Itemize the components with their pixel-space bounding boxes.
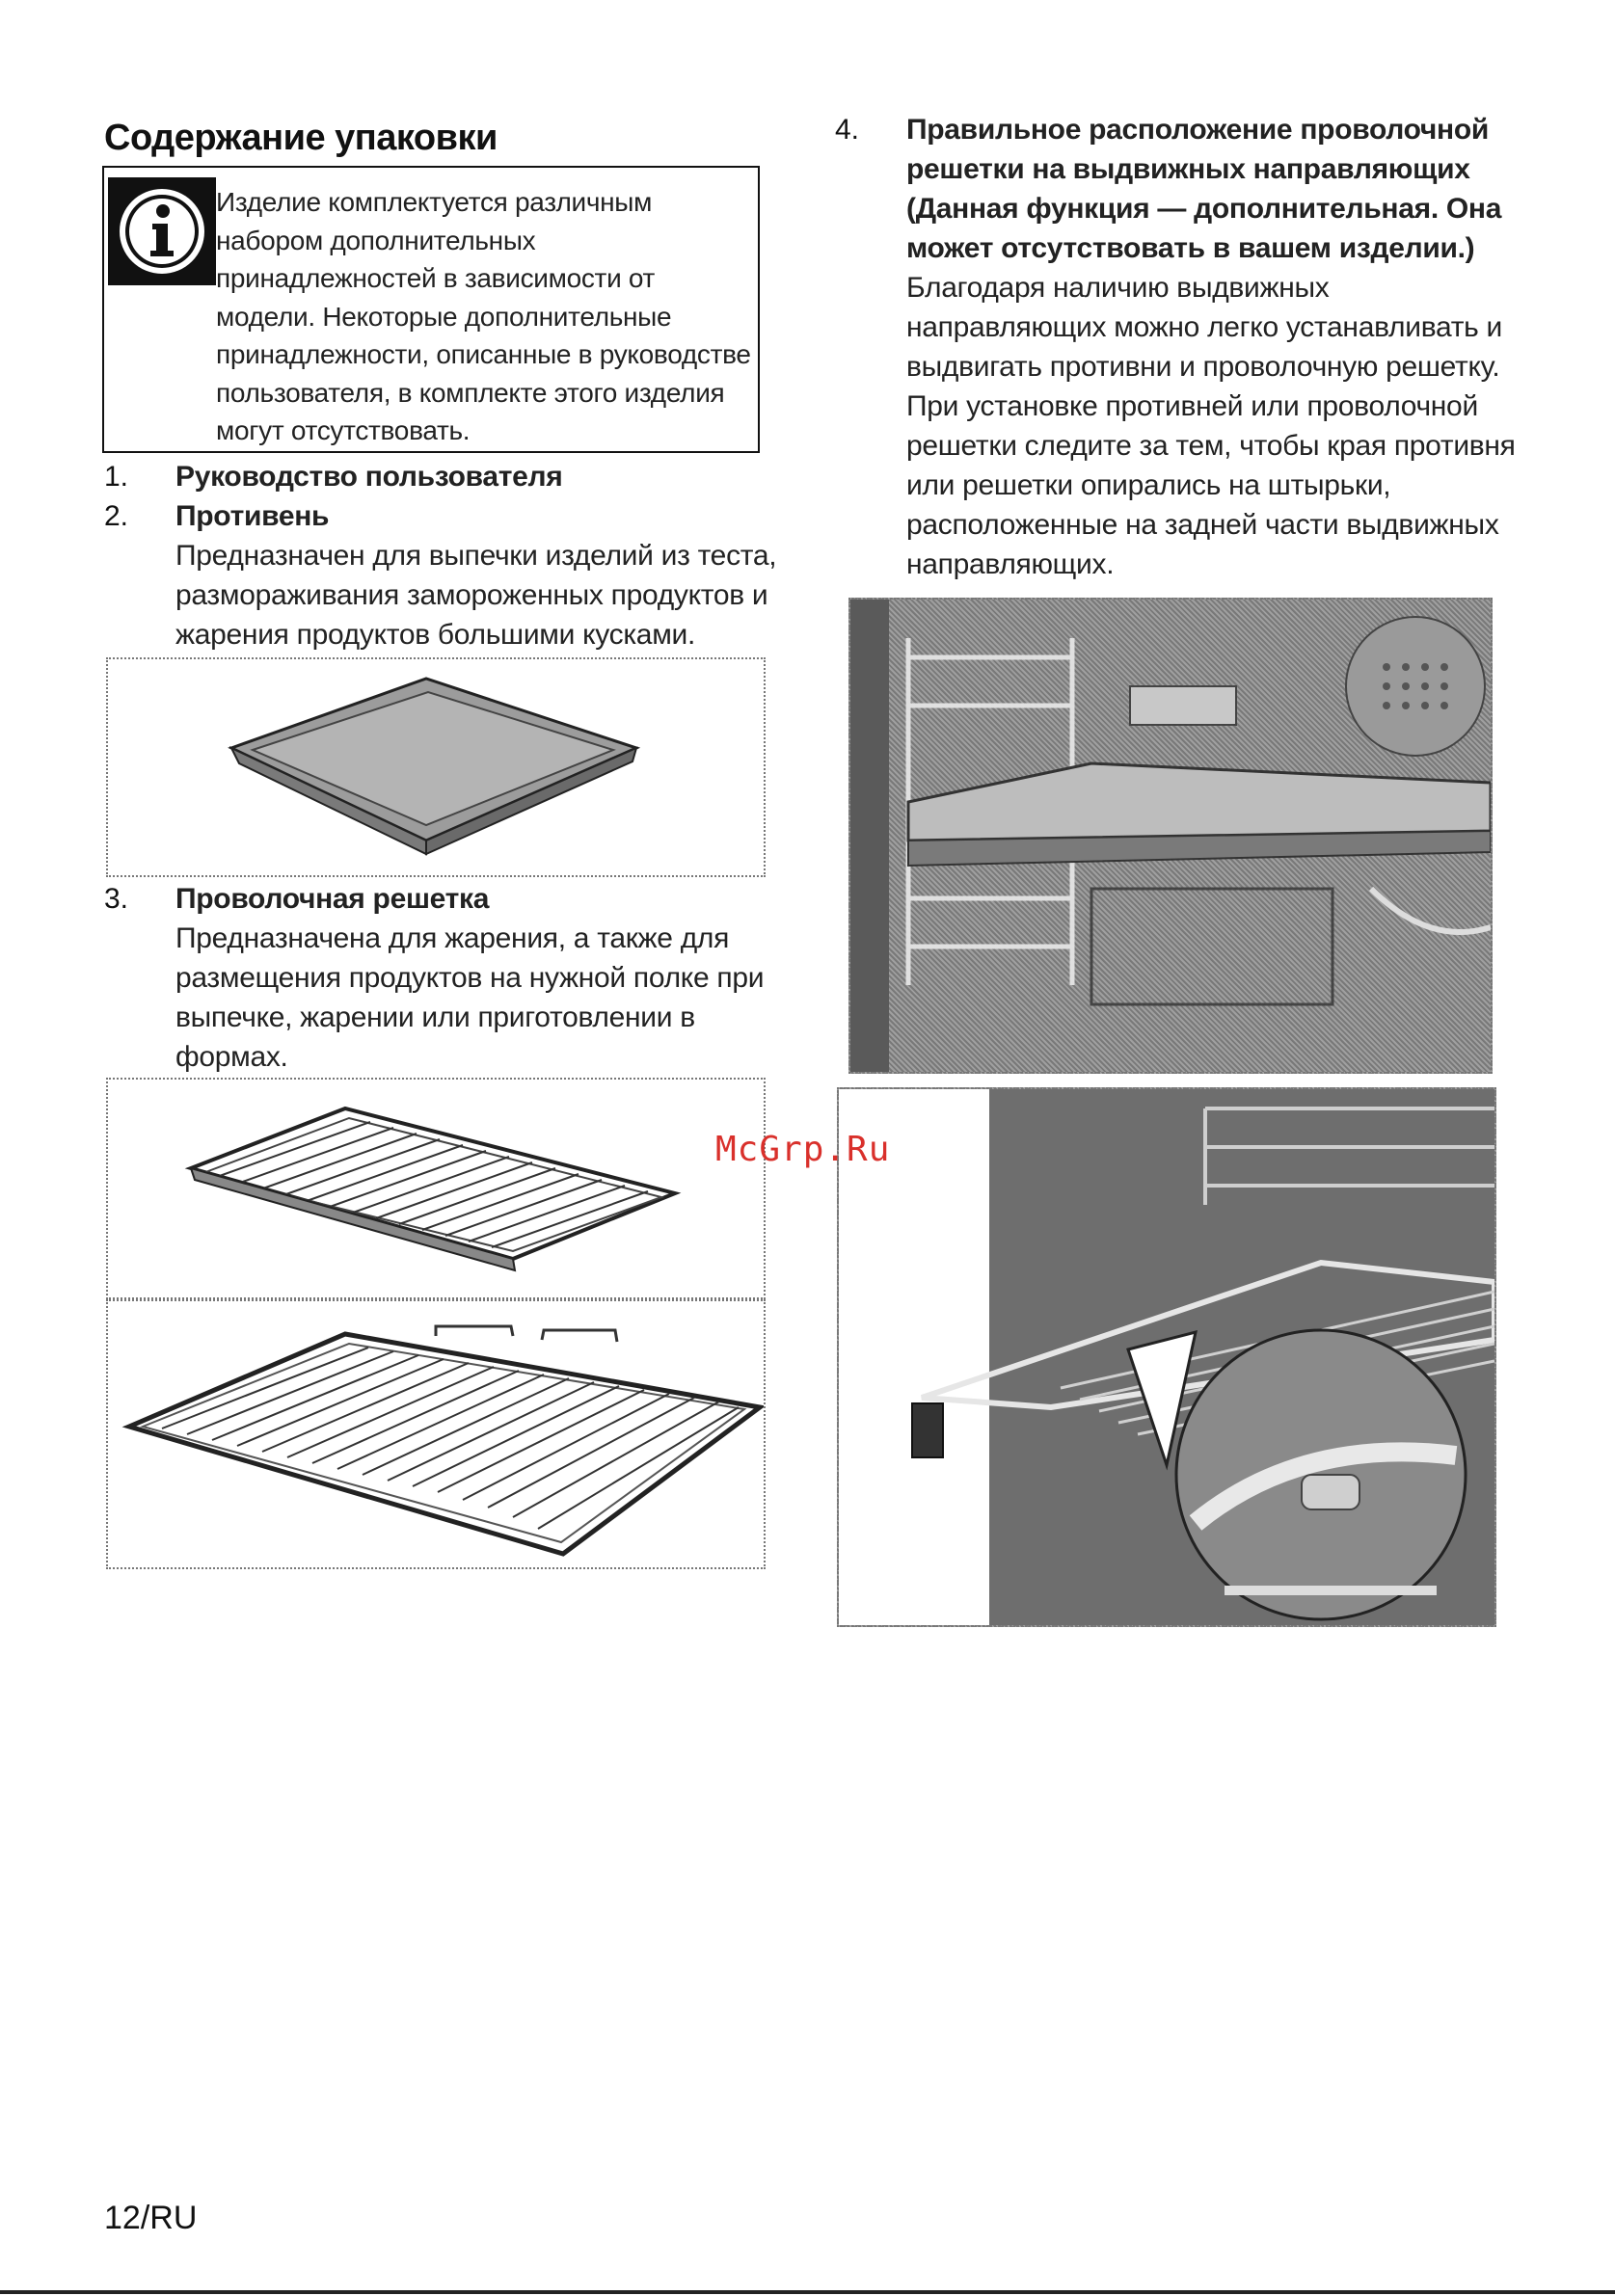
telescopic-rail-tray-photo bbox=[848, 598, 1493, 1074]
item-3-text: Предназначена для жарения, а также для размещения продуктов на нужной полке при выпечке, жарении или приготовлении в формах. bbox=[175, 922, 765, 1073]
bottom-rule bbox=[0, 2290, 1615, 2294]
telescopic-rail-grill-photo bbox=[837, 1087, 1496, 1627]
item-2-title: Противень bbox=[175, 500, 330, 532]
item-4-title: Правильное расположение проволочной решетки на выдвижных направляющих (Данная функция — дополнительная. Она может отсутствовать в вашем изделии.) bbox=[906, 114, 1502, 264]
oven-tray-illustration bbox=[850, 600, 1491, 1072]
oven-grill-illustration bbox=[839, 1089, 1494, 1625]
baking-tray-figure bbox=[106, 657, 766, 877]
item-3-number: 3. bbox=[104, 883, 129, 915]
item-3-title: Проволочная решетка bbox=[175, 883, 490, 915]
info-note-text: Изделие комплектуется различным набором дополнительных принадлежностей в зависимости от модели. Некоторые дополнительные принадлежности, описанные в руководстве пользователя, в комплекте этого изделия могут отсутствовать. bbox=[216, 187, 751, 445]
info-icon bbox=[108, 177, 216, 285]
item-4-number: 4. bbox=[835, 114, 860, 146]
item-2-number: 2. bbox=[104, 500, 129, 532]
watermark: McGrp.Ru bbox=[715, 1130, 891, 1169]
item-4-text: Благодаря наличию выдвижных направляющих можно легко устанавливать и выдвигать противни и проволочную решетку. При установке противней или проволочной решетки следите за тем, чтобы края противня или решетки опирались на штырьки, расположенные на задней части выдвижных направляющих. bbox=[906, 272, 1516, 580]
item-2-text: Предназначен для выпечки изделий из теста, размораживания замороженных продуктов и жарения продуктов большими кусками. bbox=[175, 540, 777, 651]
section-title: Содержание упаковки bbox=[104, 118, 498, 158]
wire-grill-figure-2 bbox=[106, 1299, 766, 1569]
wire-grill-illustration-1 bbox=[108, 1080, 764, 1297]
info-note-box bbox=[102, 166, 760, 453]
wire-grill-figure-1 bbox=[106, 1078, 766, 1299]
item-1-number: 1. bbox=[104, 461, 129, 493]
item-1-title: Руководство пользователя bbox=[175, 461, 563, 493]
baking-tray-illustration bbox=[108, 659, 764, 875]
wire-grill-illustration-2 bbox=[108, 1301, 764, 1567]
page-number: 12/RU bbox=[104, 2200, 198, 2236]
